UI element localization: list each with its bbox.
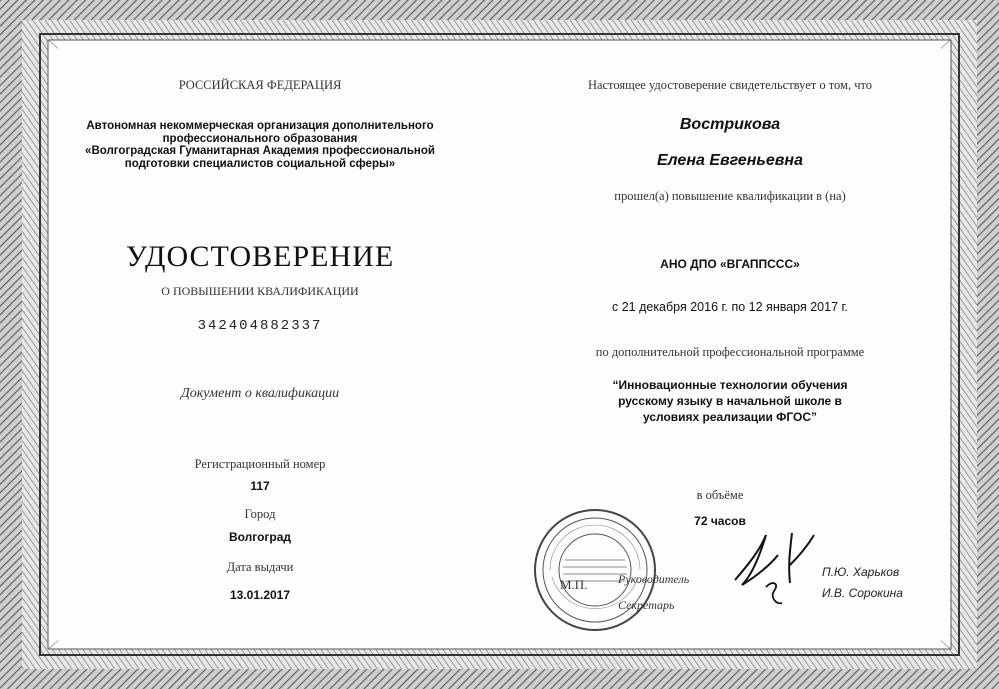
organization-line: «Волгоградская Гуманитарная Академия профессиональной — [85, 145, 435, 157]
certify-intro: Настоящее удостоверение свидетельствует о том, что — [587, 78, 873, 92]
signature-mark — [730, 525, 820, 610]
document-title: УДОСТОВЕРЕНИЕ — [125, 240, 395, 273]
reg-number: 117 — [250, 479, 270, 493]
program-line: русскому языку в начальной школе в — [618, 394, 842, 408]
organization-line: Автономная некоммерческая организация дополнительного — [86, 120, 434, 132]
serial-number: 342404882337 — [197, 318, 323, 334]
qualification-statement: прошел(а) повышение квалификации в (на) — [614, 189, 846, 203]
issue-date-label: Дата выдачи — [226, 560, 294, 574]
head-name: П.Ю. Харьков — [822, 565, 900, 579]
issue-date: 13.01.2017 — [229, 588, 291, 602]
document-type: Документ о квалификации — [180, 386, 340, 401]
program-label: по дополнительной профессиональной программе — [595, 345, 865, 359]
head-label: Руководитель — [618, 572, 690, 586]
program-line: “Инновационные технологии обучения — [612, 378, 848, 392]
official-stamp — [530, 505, 660, 635]
program-line: условиях реализации ФГОС” — [642, 410, 818, 424]
stamp-mark: М.П. — [560, 577, 588, 592]
recipient-given-names: Елена Евгеньевна — [657, 152, 803, 169]
country-heading: РОССИЙСКАЯ ФЕДЕРАЦИЯ — [178, 78, 342, 92]
city-label: Город — [244, 507, 276, 521]
institution-name: АНО ДПО «ВГАППССС» — [660, 257, 800, 271]
recipient-surname: Вострикова — [679, 116, 781, 133]
organization-line: профессионального образования — [162, 132, 358, 145]
volume-label: в объёме — [696, 488, 744, 502]
secretary-name: И.В. Сорокина — [822, 586, 903, 600]
document-subtitle: О ПОВЫШЕНИИ КВАЛИФИКАЦИИ — [161, 284, 359, 298]
training-period: с 21 декабря 2016 г. по 12 января 2017 г. — [611, 300, 849, 314]
city-value: Волгоград — [228, 530, 292, 544]
program-title — [570, 377, 890, 425]
organization-name — [70, 120, 450, 170]
reg-number-label: Регистрационный номер — [194, 457, 326, 471]
hours-value: 72 часов — [694, 514, 746, 528]
organization-line: подготовки специалистов социальной сферы» — [124, 157, 396, 170]
secretary-label: Секретарь — [618, 598, 675, 612]
